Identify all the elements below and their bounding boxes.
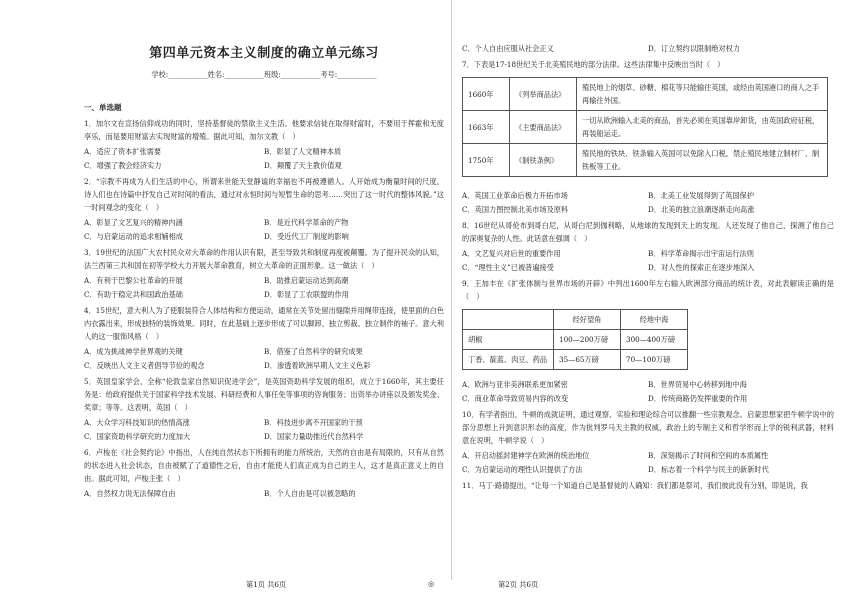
question-5-options — [84, 416, 444, 444]
option: A．有利于巴黎公社革命的开展 — [84, 276, 183, 285]
question-6-options — [84, 487, 444, 501]
option: D．彰显了工农联盟的作用 — [264, 290, 349, 299]
option: C．国家资助科学研究的力度加大 — [84, 432, 191, 441]
table-cell: 35—65万磅 — [554, 350, 621, 370]
section-heading: 一、单选题 — [84, 103, 122, 112]
table-cell: 300—400万磅 — [621, 330, 688, 350]
question-8-stem: 8．16世纪从哥伦布到哥白尼，从哥白尼到伽利略，从地球的发现到天上的发现。人还发现了他自己，探测了他自己的深奥复杂的人性。此话意在强调（ ） — [462, 221, 834, 243]
question-1-stem: 1．加尔文在宣扬信仰成功的同时，坚持基督徒的禁欲主义生活。他要求信徒在取得财富时，不要用于挥霍和无度享乐，而是要用财富去实现财富的增殖。据此可知，加尔文教（ ） — [84, 119, 444, 141]
question-3-stem: 3．19世纪的法国广大农村民众对大革命的作用认识有限，甚至导致共和制度再度被颠覆。为了提升民众的认知，法兰西第三共和国在初等学校大力开展大革命教育，树立大革命的正面形象。这一做法（ ） — [84, 248, 444, 270]
option: A．开启动摇封建神学在欧洲的统治地位 — [462, 451, 590, 460]
table-header-row — [463, 310, 688, 330]
option: B．个人自由是可以被忽略的 — [264, 489, 356, 498]
q6-options-continued — [462, 42, 834, 56]
q8-options — [462, 247, 834, 275]
option: D．订立契约以限制绝对权力 — [648, 44, 741, 53]
question-7-stem: 7．下表是17-18世纪关于北美殖民地的部分法律。这些法律集中反映出当时（ ） — [462, 60, 725, 69]
option: B．是近代科学革命的产物 — [264, 218, 349, 227]
table-header-cell: 经地中海 — [621, 310, 688, 330]
binding-circle-icon: ◎ — [428, 580, 435, 588]
table-cell: 1660年 — [463, 78, 510, 111]
question-2-options — [84, 216, 444, 244]
option: D．国家力量助推近代自然科学 — [264, 432, 364, 441]
question-3-options — [84, 274, 444, 302]
question-11-stem: 11．马丁·路德提出，“让每一个知道自己是基督徒的人确知：我们都是祭司，我们彼此没有分别，即是说，我 — [462, 481, 808, 490]
option: B．借鉴了自然科学的研究成果 — [264, 347, 363, 356]
option: A．大众学习科技知识的热情高涨 — [84, 418, 190, 427]
option: B．北美工业发展得到了英国保护 — [648, 191, 754, 200]
page-number-right: 第2页 共6页 — [498, 580, 539, 589]
question-5-stem: 5．英国皇家学会，全称“伦敦皇家自然知识促进学会”，是英国资助科学发展的组织，成立于1660年，其主要任务是：给政府提供关于国家科学技术发展、科研经费和人事任免等事项的咨询服务；出资举办讲座以及颁发奖金、奖章；等等。这表明，英国（ ） — [84, 377, 444, 412]
option: C．有助于稳定共和国政治基础 — [84, 290, 183, 299]
option: A．适应了资本扩张需要 — [84, 147, 162, 156]
left-page — [84, 0, 444, 578]
option: D．颠覆了天主教价值观 — [264, 161, 342, 170]
table-cell: 丁香、靛蓝、肉豆、药品 — [463, 350, 554, 370]
table-row — [463, 330, 688, 350]
option: C．商业革命导致贸易内容的改变 — [462, 394, 569, 403]
option: B．深刻揭示了时间和空间的本质属性 — [648, 451, 769, 460]
question-6-stem: 6．卢梭在《社会契约论》中指出，人在纯自然状态下所拥有的能力所统治，天然的自由是有局限的，只有从自然的状态进入社会状态，自由被赋了了道德性之后，自由才能使人们真正成为自己的主人，这才是真正意义上的自由。据此可知，卢梭主张（ ） — [84, 448, 444, 483]
page-title: 第四单元资本主义制度的确立单元练习 — [149, 46, 379, 61]
question-1-options — [84, 145, 444, 173]
table-cell: 1750年 — [463, 144, 510, 177]
question-4-stem: 4．15世纪，意大利人为了使服装符合人体结构和方便运动，通常在关节处留出缝隙并用绳带连接，使里面的白色内衣露出来，形成独特的装饰效果。同时，在此基础上逐步形成了可以脚卸、独立剪裁、独立制作的袖子。意大利人的这一服饰风格（ ） — [84, 306, 444, 341]
q9-goods-table — [462, 309, 688, 370]
option: A．成为挑战神学世界观的关键 — [84, 347, 183, 356]
q7-options — [462, 189, 834, 217]
option: C．为启蒙运动的理性认识提供了方法 — [462, 465, 583, 474]
table-cell: 殖民地上的烟草、砂糖、棉花等只能输往英国，或经由英国港口的商人之手再输往外国。 — [577, 78, 828, 111]
table-cell: 1663年 — [463, 111, 510, 144]
option: A．文艺复兴对后世的重要作用 — [462, 249, 561, 258]
option: C．英国力图控制北美市场及原料 — [462, 205, 569, 214]
q7-law-table — [462, 77, 828, 177]
option: D．传统商路仍发挥重要的作用 — [648, 394, 748, 403]
question-2-stem: 2．“宗教不再成为人们生活的中心，所谓来世能天堂静谧的幸福也不再被遵循人。人开始成为衡量时间的尺度，诗人们也在诗篇中抒发自己对时间的看法，通过对永恒时间与短暂生命的思考……突出了这一时代的整体风貌。”这一时间观念的变化（ ） — [84, 177, 444, 212]
table-cell: 《制铁条例》 — [510, 144, 577, 177]
table-header-cell — [463, 310, 554, 330]
option: D．渗透着欧洲早期人文主义色彩 — [264, 361, 371, 370]
option: B．科技进步离不开国家的干预 — [264, 418, 363, 427]
table-cell: 70—100万磅 — [621, 350, 688, 370]
table-cell: 100—200万磅 — [554, 330, 621, 350]
option: A．彰显了文艺复兴的精神内涵 — [84, 218, 183, 227]
option: D．对人性的探索正在逐步地深入 — [648, 263, 755, 272]
option: B．科学革命揭示出宇宙运行法则 — [648, 249, 754, 258]
table-cell: 胡椒 — [463, 330, 554, 350]
table-cell: 一切从欧洲输入北美的商品，首先必须在英国靠岸卸货，由英国政府征税，再装船运走。 — [577, 111, 828, 144]
option: C．个人自由应服从社会正义 — [462, 44, 554, 53]
option: D．受近代工厂制度的影响 — [264, 232, 349, 241]
question-10-stem: 10．有学者指出，牛顿的成就证明，通过观察、实验和理论综合可以推翻一些宗教观念。启蒙思想家把牛顿学说中的部分思想上升到意识形态的高度，作为批判罗马天主教的权威，政治上的专制主义和哲学形而上学的锐利武器，材料意在说明，牛顿学说（ ） — [462, 410, 834, 445]
option: B．彰显了人文精神本质 — [264, 147, 342, 156]
option: A．欧洲与亚非美洲联系更加紧密 — [462, 380, 568, 389]
q9-options — [462, 378, 834, 406]
table-row — [463, 78, 828, 111]
option: A．自然权力说无法保障自由 — [84, 489, 176, 498]
option: B．助推启蒙运动达到高潮 — [264, 276, 349, 285]
right-page — [462, 0, 834, 578]
option: D．标志着一个科学与民主的新新时代 — [648, 465, 769, 474]
question-list-left — [84, 117, 444, 501]
option: C．与启蒙运动的追求相辅相成 — [84, 232, 183, 241]
table-cell: 殖民地的铁块、铁条输入英国可以免除入口税，禁止殖民地建立制材厂、制铁板等工业。 — [577, 144, 828, 177]
table-row — [463, 350, 688, 370]
table-row — [463, 144, 828, 177]
question-9-stem: 9．王加丰在《扩张体制与世界市场的开辟》中列出1600年左右输入欧洲部分商品的统计表，对此表解读正确的是（ ） — [462, 279, 834, 301]
table-cell: 《主要商品法》 — [510, 111, 577, 144]
table-row — [463, 111, 828, 144]
table-header-cell: 经好望角 — [554, 310, 621, 330]
table-cell: 《列举商品法》 — [510, 78, 577, 111]
page-divider — [451, 0, 452, 580]
q10-options — [462, 449, 834, 477]
question-4-options — [84, 345, 444, 373]
option: D．北美的独立浪潮逐渐走向高涨 — [648, 205, 755, 214]
option: A．英国工业革命后极力开拓市场 — [462, 191, 568, 200]
option: C．增强了教会经济实力 — [84, 161, 162, 170]
student-info-line: 学校:___________姓名:___________班级:___________考号:___________ — [151, 70, 377, 79]
page-number-left: 第1页 共6页 — [246, 580, 287, 589]
option: C．反映出人文主义者倡导节俭的观念 — [84, 361, 205, 370]
option: C．“理性主义”已被普遍接受 — [462, 263, 554, 272]
option: B．世界贸易中心转移到地中海 — [648, 380, 747, 389]
